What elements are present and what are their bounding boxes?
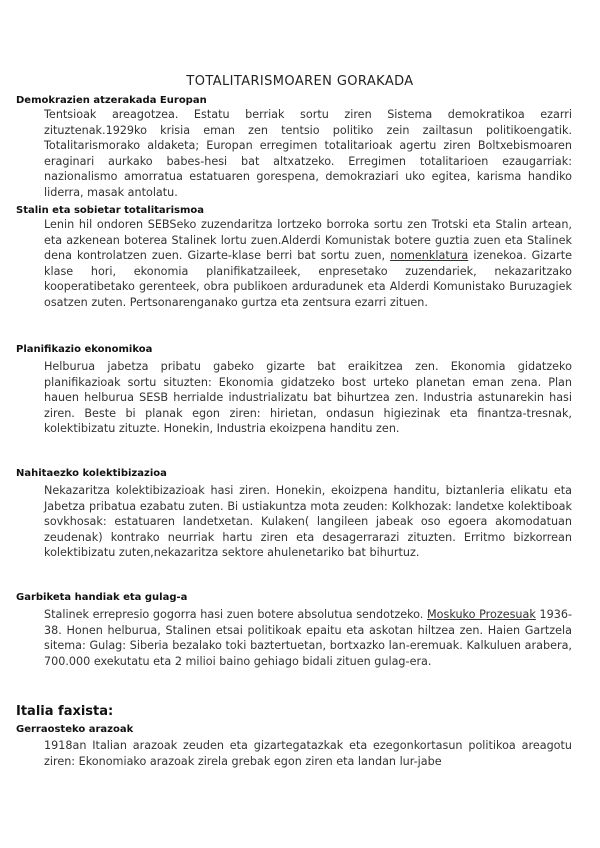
section-paragraph: [44, 607, 572, 669]
section-paragraph: 1918an Italian arazoak zeuden eta gizartegatazkak eta ezegonkortasun politikoa areagotu ziren: Ekonomiako arazoak zirela grebak egon ziren eta landan lur-jabe: [44, 739, 572, 768]
section-heading: Garbiketa handiak eta gulag-a: [16, 592, 188, 603]
moskuko-prozesuak-link[interactable]: Moskuko Prozesuak: [427, 608, 536, 621]
italia-heading: Italia faxista:: [16, 704, 114, 719]
page-title: TOTALITARISMOAREN GORAKADA: [186, 74, 414, 89]
section-heading: Stalin eta sobietar totalitarismoa: [16, 205, 205, 216]
paragraph-text: Lenin hil ondoren SEBSeko zuzendaritza lortzeko borroka sortu zen Trotski eta Stalin artean, eta azkenean boterea Stalinek lortu zuen.Alderdi Komunistak botere guztia zuen eta Stalinek dena kontrolatzen zuen. Gizarte-klase berri bat sortu zuen,: [44, 218, 572, 263]
paragraph-text: izenekoa. Gizarte klase hori, ekonomia planifikatzaileek, enpresetako zuzendariek, nekazaritzako kooperatibetako gerenteek, obra publikoen arduradunek eta Alderdi Komunistako Buruzagiek osatzen zuten. Pertsonarenganako gurtza eta zentsura ezarri zituen.: [44, 249, 572, 309]
nomenklatura-link[interactable]: nomenklatura: [390, 249, 469, 263]
section-heading: Gerraosteko arazoak: [16, 724, 134, 735]
paragraph-text: 1936-38. Honen helburua, Stalinen etsai politikoak epaitu eta askotan hiltzea zen. Haien Gartzela sitema: Gulag: Siberia bezalako toki baztertuetan, bortxazko lan-eremuak. Kalkuluen arabera, 700.000 exekutatu eta 2 milioi baino gehiago bidali zituen gulag-era.: [44, 608, 572, 668]
section-heading: Nahitaezko kolektibizazioa: [16, 468, 167, 479]
section-paragraph: Tentsioak areagotzea. Estatu berriak sortu ziren Sistema demokratikoa ezarri zituztenak.1929ko krisia eman zen tentsio politiko zein zailtasun politikoengatik. Totalitarismorako aldaketa; Europan erregimen totalitarioak agertu ziren Boltxebismoaren eraginari aurkako babes-hesi bat altxatzeko. Erregimen totalitarioen ezaugarriak: nazionalismo amorratua estatuaren gorespena, demokraziari uko egitea, karisma handiko liderra, masak antolatu.: [44, 108, 572, 199]
section-paragraph: Nekazaritza kolektibizazioak hasi ziren. Honekin, ekoizpena handitu, biztanleria elikatu eta Jabetza pribatua ezabatu zuten. Bi ustiakuntza mota zeuden: Kolkhozak: landetxe kolektiboak sovkhosak: estatuaren landetxetan. Kulaken( langileen jabeak oso egoera akomodatuan zeudenak) kontrako neurriak hartu ziren eta desagerrarazi zituzten. Erritmo bizkorrean kolektibizatu zuten,nekazaritza sektore ahulenetariko bat bihurtuz.: [44, 484, 572, 560]
paragraph-text: Stalinek errepresio gogorra hasi zuen botere absolutua sendotzeko.: [44, 608, 427, 621]
section-paragraph: [44, 217, 572, 311]
section-paragraph: Helburua jabetza pribatu gabeko gizarte bat eraikitzea zen. Ekonomia gidatzeko planifikazioak sortu situzten: Ekonomia gidatzeko bost urteko planetan eman zena. Plan hauen helburua SESB herrialde industrializatu bat bihurtzea zen. Industria astunarekin hasi ziren. Beste bi planak egon ziren: hirietan, ondasun higiezinak eta finantza-tresnak, kolektibizatu zituzte. Honekin, Industria ekoizpena handitu zen.: [44, 360, 572, 436]
section-heading: Planifikazio ekonomikoa: [16, 344, 153, 355]
section-heading: Demokrazien atzerakada Europan: [16, 95, 207, 106]
